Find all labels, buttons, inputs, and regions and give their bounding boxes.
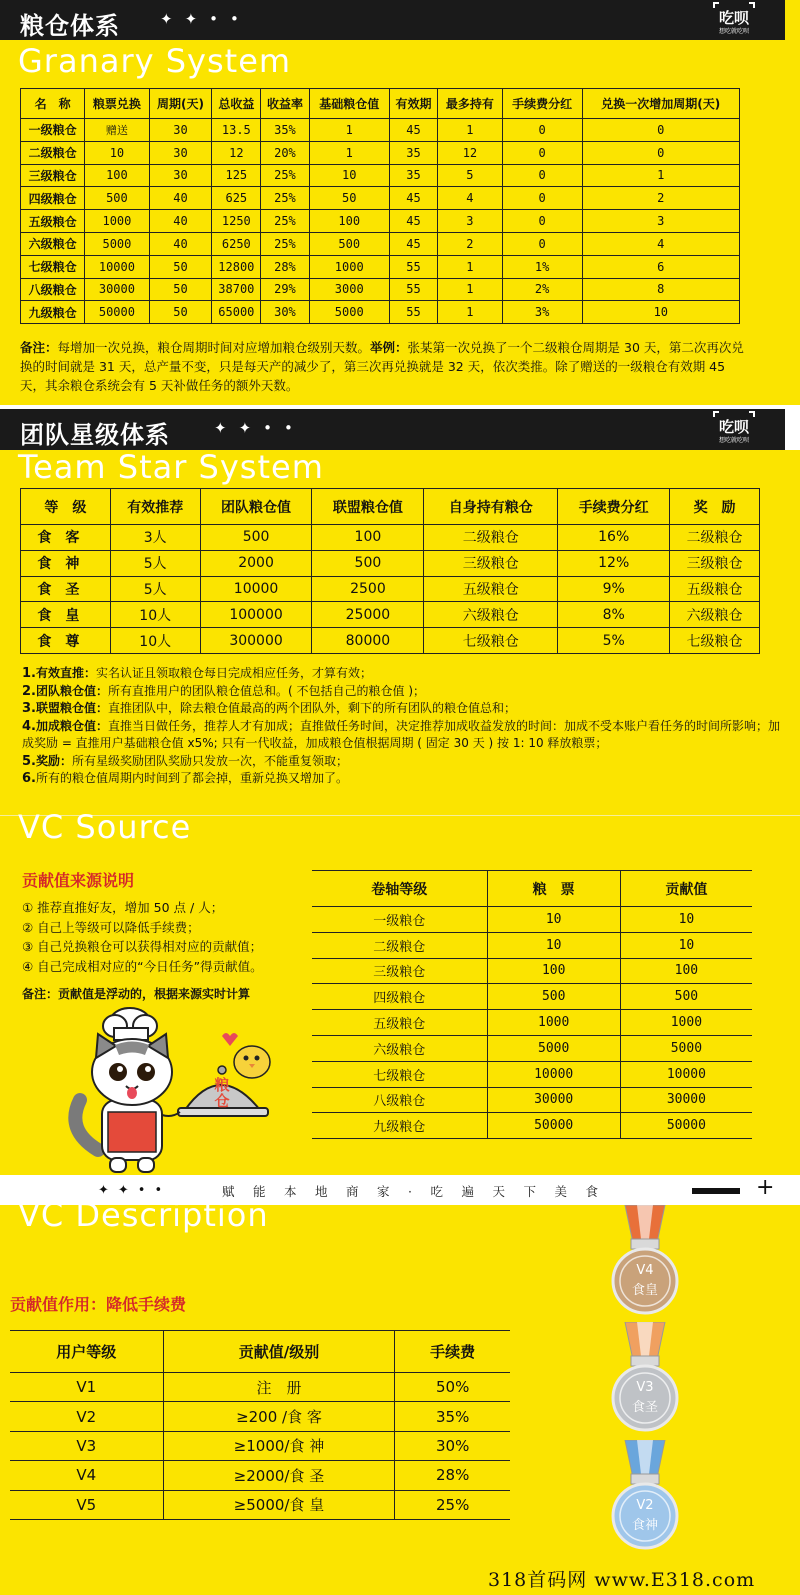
table-cell: 1000 bbox=[85, 210, 149, 233]
rule-heading: 有效直推： bbox=[35, 666, 96, 680]
column-header: 最多持有 bbox=[438, 89, 502, 119]
column-header: 兑换一次增加周期(天) bbox=[582, 89, 739, 119]
column-header: 总收益 bbox=[212, 89, 261, 119]
decorative-stars-icon: ✦✦•• bbox=[214, 419, 305, 437]
table-cell: 30% bbox=[395, 1431, 510, 1460]
table-cell: 25% bbox=[261, 164, 310, 187]
table-cell: 0 bbox=[502, 210, 582, 233]
rule-item bbox=[22, 718, 782, 753]
table-cell: V4 bbox=[10, 1461, 163, 1490]
table-row bbox=[312, 1010, 752, 1036]
table-cell: 六级粮仓 bbox=[670, 602, 760, 628]
table-cell: 注 册 bbox=[163, 1373, 395, 1402]
table-cell: 100 bbox=[309, 210, 389, 233]
table-cell: 五级粮仓 bbox=[670, 576, 760, 602]
table-cell: 500 bbox=[620, 984, 752, 1010]
slogan-text: 赋能本地商家·吃遍天下美食 bbox=[222, 1184, 617, 1199]
table-cell: 35 bbox=[389, 164, 438, 187]
table-cell: 25% bbox=[261, 210, 310, 233]
table-cell: 5000 bbox=[85, 232, 149, 255]
vc-source-item: ④ 自己完成相对应的“今日任务”得贡献值。 bbox=[22, 958, 263, 974]
table-cell: 五级粮仓 bbox=[424, 576, 558, 602]
svg-text:粮: 粮 bbox=[214, 1076, 230, 1094]
medal-title: 食圣 bbox=[631, 1400, 658, 1415]
table-cell: 1 bbox=[582, 164, 739, 187]
table-cell: 四级粮仓 bbox=[21, 187, 85, 210]
table-cell: 10000 bbox=[85, 255, 149, 278]
table-cell: 5000 bbox=[620, 1035, 752, 1061]
table-row bbox=[21, 187, 740, 210]
medal-v4-icon bbox=[605, 1205, 685, 1315]
table-row bbox=[312, 1035, 752, 1061]
column-header: 收益率 bbox=[261, 89, 310, 119]
table-row bbox=[10, 1431, 510, 1460]
table-cell: 五级粮仓 bbox=[312, 1010, 487, 1036]
table-cell: 500 bbox=[309, 232, 389, 255]
table-cell: 2 bbox=[582, 187, 739, 210]
note-text-2: 张某第一次兑换了一个二级粮仓周期是 30 天，第二次再次兑换的时间就是 31 天，总产量不变，只是每天产的减少了，第三次再兑换就是 32 天，依次类推。除了赠送的一级粮仓有效期 45 天，其余粮仓系统会有 5 天补做任务的额外天数。 bbox=[20, 340, 744, 393]
table-cell: 55 bbox=[389, 255, 438, 278]
table-cell: 九级粮仓 bbox=[312, 1113, 487, 1139]
vc-source-item: ① 推荐直推好友，增加 50 点 / 人； bbox=[22, 900, 224, 915]
table-cell: 12 bbox=[438, 141, 502, 164]
table-cell: 35 bbox=[389, 141, 438, 164]
watermark: 318首码网 www.E318.com bbox=[488, 1569, 756, 1591]
table-cell: 3 bbox=[438, 210, 502, 233]
slogan-divider bbox=[692, 1188, 740, 1194]
table-cell: 六级粮仓 bbox=[312, 1035, 487, 1061]
table-row bbox=[21, 278, 740, 301]
table-cell: 30000 bbox=[620, 1087, 752, 1113]
table-cell: 25000 bbox=[312, 602, 424, 628]
table-cell: 25% bbox=[395, 1490, 510, 1519]
brand-logo bbox=[705, 411, 763, 449]
table-cell: 1 bbox=[438, 278, 502, 301]
medal-v2-icon bbox=[605, 1440, 685, 1550]
column-header: 团队粮仓值 bbox=[200, 489, 312, 525]
table-header-row bbox=[21, 89, 740, 119]
table-cell: 二级粮仓 bbox=[670, 525, 760, 551]
table-cell: 5% bbox=[558, 628, 670, 654]
table-row bbox=[21, 119, 740, 142]
decorative-stars-icon: ✦✦•• bbox=[160, 10, 251, 28]
rule-heading: 团队粮仓值： bbox=[35, 683, 108, 698]
table-cell: 1 bbox=[309, 119, 389, 142]
medal-level: V3 bbox=[636, 1380, 654, 1395]
table-cell: 食神 bbox=[21, 550, 111, 576]
table-cell: 13.5 bbox=[212, 119, 261, 142]
chef-cat-mascot-icon bbox=[60, 1000, 285, 1175]
granary-title-bar bbox=[0, 0, 785, 40]
table-row bbox=[21, 210, 740, 233]
team-star-table bbox=[20, 488, 760, 654]
team-title-bar bbox=[0, 409, 785, 450]
table-cell: 2500 bbox=[312, 576, 424, 602]
team-subtitle: Team Star System bbox=[18, 448, 324, 486]
table-cell: 0 bbox=[502, 119, 582, 142]
table-row bbox=[21, 576, 760, 602]
table-cell: 20% bbox=[261, 141, 310, 164]
note-text-1: 每增加一次兑换，粮仓周期时间对应增加粮仓级别天数。 bbox=[57, 340, 371, 355]
rule-number: 6. bbox=[22, 771, 36, 786]
table-cell: 30 bbox=[149, 119, 212, 142]
table-cell: 食客 bbox=[21, 525, 111, 551]
table-cell: 0 bbox=[582, 119, 739, 142]
table-cell: 29% bbox=[261, 278, 310, 301]
brand-logo-name: 吃呗 bbox=[718, 418, 749, 436]
table-cell: 10000 bbox=[487, 1061, 620, 1087]
table-cell: 55 bbox=[389, 278, 438, 301]
table-cell: 九级粮仓 bbox=[21, 301, 85, 324]
table-cell: 1% bbox=[502, 255, 582, 278]
column-header: 奖 励 bbox=[670, 489, 760, 525]
vc-source-item: ② 自己上等级可以降低手续费； bbox=[22, 919, 200, 935]
table-cell: 1000 bbox=[487, 1010, 620, 1036]
table-cell: 30 bbox=[149, 141, 212, 164]
table-cell: 25% bbox=[261, 187, 310, 210]
table-cell: 10 bbox=[620, 907, 752, 933]
table-cell: 10000 bbox=[620, 1061, 752, 1087]
table-cell: 50% bbox=[395, 1373, 510, 1402]
table-cell: 三级粮仓 bbox=[21, 164, 85, 187]
rule-heading: 加成粮仓值： bbox=[35, 718, 108, 733]
table-row bbox=[312, 1113, 752, 1139]
table-cell: 10 bbox=[487, 932, 620, 958]
team-rules bbox=[22, 665, 782, 788]
table-cell: 50 bbox=[149, 301, 212, 324]
table-cell: 10000 bbox=[200, 576, 312, 602]
table-cell: 1 bbox=[438, 255, 502, 278]
table-cell: 六级粮仓 bbox=[424, 602, 558, 628]
medal-v3-icon bbox=[605, 1322, 685, 1432]
svg-text:仓: 仓 bbox=[214, 1092, 230, 1110]
table-cell: 七级粮仓 bbox=[312, 1061, 487, 1087]
column-header: 联盟粮仓值 bbox=[312, 489, 424, 525]
table-cell: 三级粮仓 bbox=[312, 958, 487, 984]
table-cell: 赠送 bbox=[85, 119, 149, 142]
table-cell: 9% bbox=[558, 576, 670, 602]
table-cell: 6250 bbox=[212, 232, 261, 255]
rule-text: 所有直推用户的团队粮仓值总和。( 不包括自己的粮仓值 )； bbox=[108, 683, 425, 698]
table-cell: 8 bbox=[582, 278, 739, 301]
rule-item bbox=[22, 665, 782, 683]
table-row bbox=[312, 932, 752, 958]
medal-title: 食神 bbox=[631, 1518, 658, 1533]
rule-number: 2. bbox=[22, 683, 36, 699]
rule-heading: 奖励： bbox=[35, 753, 72, 768]
table-cell: 30000 bbox=[85, 278, 149, 301]
column-header: 卷轴等级 bbox=[312, 871, 487, 907]
table-cell: 2 bbox=[438, 232, 502, 255]
table-cell: 30% bbox=[261, 301, 310, 324]
table-cell: 10人 bbox=[110, 628, 200, 654]
table-cell: 3人 bbox=[110, 525, 200, 551]
vc-source-list bbox=[22, 898, 263, 976]
table-cell: 45 bbox=[389, 210, 438, 233]
table-row bbox=[312, 984, 752, 1010]
table-cell: 40 bbox=[149, 210, 212, 233]
table-row bbox=[10, 1373, 510, 1402]
table-cell: 八级粮仓 bbox=[21, 278, 85, 301]
table-cell: 3 bbox=[582, 210, 739, 233]
table-cell: 2% bbox=[502, 278, 582, 301]
table-cell: 50000 bbox=[620, 1113, 752, 1139]
table-cell: 10 bbox=[620, 932, 752, 958]
table-cell: 10 bbox=[582, 301, 739, 324]
column-header: 自身持有粮仓 bbox=[424, 489, 558, 525]
table-cell: 10 bbox=[487, 907, 620, 933]
column-header: 名 称 bbox=[21, 89, 85, 119]
medal-title: 食皇 bbox=[631, 1283, 658, 1298]
granary-title: 粮仓体系 bbox=[20, 12, 120, 40]
vc-description-heading: 贡献值作用：降低手续费 bbox=[10, 1295, 187, 1314]
table-cell: 65000 bbox=[212, 301, 261, 324]
vc-source-item: ③ 自己兑换粮仓可以获得相对应的贡献值； bbox=[22, 939, 263, 954]
table-cell: 100000 bbox=[200, 602, 312, 628]
table-cell: 300000 bbox=[200, 628, 312, 654]
table-cell: V3 bbox=[10, 1431, 163, 1460]
table-cell: 1250 bbox=[212, 210, 261, 233]
table-row bbox=[312, 1087, 752, 1113]
column-header: 等 级 bbox=[21, 489, 111, 525]
table-cell: 45 bbox=[389, 187, 438, 210]
table-cell: 12 bbox=[212, 141, 261, 164]
table-row bbox=[21, 602, 760, 628]
table-cell: 30000 bbox=[487, 1087, 620, 1113]
table-cell: 50000 bbox=[487, 1113, 620, 1139]
column-header: 手续费分红 bbox=[502, 89, 582, 119]
table-header-row bbox=[10, 1331, 510, 1373]
table-cell: 六级粮仓 bbox=[21, 232, 85, 255]
vc-source-heading: 贡献值来源说明 bbox=[22, 871, 135, 890]
column-header: 粮票兑换 bbox=[85, 89, 149, 119]
column-header: 用户等级 bbox=[10, 1331, 163, 1373]
table-cell: 40 bbox=[149, 187, 212, 210]
table-cell: 2000 bbox=[200, 550, 312, 576]
table-cell: 10 bbox=[85, 141, 149, 164]
column-header: 贡献值/级别 bbox=[163, 1331, 395, 1373]
granary-subtitle: Granary System bbox=[18, 42, 292, 80]
rule-text: 实名认证且领取粮仓每日完成相应任务，才算有效； bbox=[96, 666, 373, 680]
column-header: 有效期 bbox=[389, 89, 438, 119]
table-cell: V2 bbox=[10, 1402, 163, 1431]
rule-heading: 联盟粮仓值： bbox=[35, 701, 108, 715]
rule-text: 所有的粮仓值周期内时间到了都会掉，重新兑换又增加了。 bbox=[35, 771, 348, 785]
table-cell: 100 bbox=[487, 958, 620, 984]
vc-source-note: 备注：贡献值是浮动的，根据来源实时计算 bbox=[22, 987, 251, 1001]
table-cell: 500 bbox=[312, 550, 424, 576]
rule-number: 4. bbox=[22, 718, 36, 734]
table-cell: 5000 bbox=[487, 1035, 620, 1061]
table-cell: 1 bbox=[309, 141, 389, 164]
table-cell: 500 bbox=[200, 525, 312, 551]
table-cell: 100 bbox=[312, 525, 424, 551]
table-cell: 食皇 bbox=[21, 602, 111, 628]
rule-item bbox=[22, 770, 782, 788]
table-cell: 50 bbox=[309, 187, 389, 210]
table-cell: 8% bbox=[558, 602, 670, 628]
table-cell: 35% bbox=[395, 1402, 510, 1431]
column-header: 手续费分红 bbox=[558, 489, 670, 525]
rule-number: 1. bbox=[22, 666, 36, 681]
table-cell: 50000 bbox=[85, 301, 149, 324]
table-cell: 1 bbox=[438, 119, 502, 142]
table-cell: 1 bbox=[438, 301, 502, 324]
table-cell: 七级粮仓 bbox=[670, 628, 760, 654]
table-cell: 100 bbox=[85, 164, 149, 187]
table-cell: 30 bbox=[149, 164, 212, 187]
column-header: 粮 票 bbox=[487, 871, 620, 907]
table-cell: 50 bbox=[149, 278, 212, 301]
table-cell: 二级粮仓 bbox=[312, 932, 487, 958]
table-cell: 100 bbox=[620, 958, 752, 984]
granary-note bbox=[20, 338, 750, 395]
table-row bbox=[10, 1402, 510, 1431]
vc-source-subtitle: VC Source bbox=[18, 808, 192, 846]
table-cell: 10 bbox=[309, 164, 389, 187]
column-header: 手续费 bbox=[395, 1331, 510, 1373]
table-cell: 0 bbox=[582, 141, 739, 164]
table-cell: 55 bbox=[389, 301, 438, 324]
brand-logo-tagline: 想吃就吃呗 bbox=[718, 28, 749, 35]
table-cell: 七级粮仓 bbox=[424, 628, 558, 654]
rule-text: 所有星级奖励团队奖励只发放一次，不能重复领取； bbox=[72, 753, 349, 768]
table-cell: 38700 bbox=[212, 278, 261, 301]
vc-source-table bbox=[312, 870, 752, 1139]
table-cell: ≥5000/食 皇 bbox=[163, 1490, 395, 1519]
brand-logo-name: 吃呗 bbox=[718, 9, 749, 27]
brand-logo-tagline: 想吃就吃呗 bbox=[718, 437, 749, 444]
table-row bbox=[312, 958, 752, 984]
column-header: 基础粮仓值 bbox=[309, 89, 389, 119]
table-cell: 1000 bbox=[620, 1010, 752, 1036]
rule-item bbox=[22, 683, 782, 701]
table-cell: ≥2000/食 圣 bbox=[163, 1461, 395, 1490]
table-cell: 5人 bbox=[110, 576, 200, 602]
table-cell: 16% bbox=[558, 525, 670, 551]
table-cell: 4 bbox=[582, 232, 739, 255]
table-row bbox=[21, 255, 740, 278]
table-cell: 625 bbox=[212, 187, 261, 210]
vc-level-table bbox=[10, 1330, 510, 1520]
table-row bbox=[21, 301, 740, 324]
table-cell: 28% bbox=[395, 1461, 510, 1490]
table-row bbox=[10, 1461, 510, 1490]
rule-number: 3. bbox=[22, 701, 36, 716]
table-cell: 5000 bbox=[309, 301, 389, 324]
table-cell: 五级粮仓 bbox=[21, 210, 85, 233]
table-cell: 0 bbox=[502, 187, 582, 210]
table-cell: 七级粮仓 bbox=[21, 255, 85, 278]
example-label: 举例： bbox=[370, 340, 408, 355]
table-cell: 食尊 bbox=[21, 628, 111, 654]
rule-number: 5. bbox=[22, 753, 36, 769]
table-cell: 0 bbox=[502, 141, 582, 164]
table-row bbox=[21, 525, 760, 551]
table-cell: 500 bbox=[487, 984, 620, 1010]
rule-text: 直推当日做任务，推荐人才有加成；直推做任务时间，决定推荐加成收益发放的时间：加成不受本账户看任务的时间所影响；加成奖励 = 直推用户基础粮仓值 x5%; 只有一代收益，加成粮仓值根据周期 ( 固定 30 天 ) 按 1: 10 释放粮票； bbox=[22, 718, 781, 750]
column-header: 周期(天) bbox=[149, 89, 212, 119]
table-cell: 5人 bbox=[110, 550, 200, 576]
table-cell: 三级粮仓 bbox=[424, 550, 558, 576]
table-cell: 35% bbox=[261, 119, 310, 142]
table-cell: 二级粮仓 bbox=[424, 525, 558, 551]
table-cell: 25% bbox=[261, 232, 310, 255]
table-row bbox=[21, 141, 740, 164]
table-cell: 500 bbox=[85, 187, 149, 210]
rule-item bbox=[22, 753, 782, 771]
table-cell: 食圣 bbox=[21, 576, 111, 602]
brand-logo bbox=[705, 2, 763, 40]
table-cell: 50 bbox=[149, 255, 212, 278]
column-header: 有效推荐 bbox=[110, 489, 200, 525]
table-row bbox=[312, 907, 752, 933]
table-cell: 0 bbox=[502, 164, 582, 187]
table-cell: ≥200 /食 客 bbox=[163, 1402, 395, 1431]
rule-text: 直推团队中，除去粮仓值最高的两个团队外，剩下的所有团队的粮仓值总和； bbox=[108, 701, 517, 715]
table-header-row bbox=[21, 489, 760, 525]
table-cell: 3% bbox=[502, 301, 582, 324]
medal-level: V4 bbox=[636, 1263, 654, 1278]
table-cell: 80000 bbox=[312, 628, 424, 654]
medal-level: V2 bbox=[636, 1498, 654, 1513]
vc-description-subtitle: VC Description bbox=[18, 1196, 269, 1234]
table-row bbox=[21, 628, 760, 654]
table-cell: 八级粮仓 bbox=[312, 1087, 487, 1113]
team-title: 团队星级体系 bbox=[20, 421, 170, 449]
table-cell: 4 bbox=[438, 187, 502, 210]
table-row bbox=[312, 1061, 752, 1087]
table-cell: 三级粮仓 bbox=[670, 550, 760, 576]
table-cell: 45 bbox=[389, 232, 438, 255]
plus-icon: + bbox=[756, 1175, 775, 1200]
table-row bbox=[21, 164, 740, 187]
table-cell: 二级粮仓 bbox=[21, 141, 85, 164]
granary-table bbox=[20, 88, 740, 324]
table-cell: 0 bbox=[502, 232, 582, 255]
table-row bbox=[21, 232, 740, 255]
table-cell: 3000 bbox=[309, 278, 389, 301]
column-header: 贡献值 bbox=[620, 871, 752, 907]
table-cell: 12% bbox=[558, 550, 670, 576]
table-cell: 1000 bbox=[309, 255, 389, 278]
table-cell: 6 bbox=[582, 255, 739, 278]
table-cell: 45 bbox=[389, 119, 438, 142]
table-cell: 40 bbox=[149, 232, 212, 255]
table-cell: 125 bbox=[212, 164, 261, 187]
table-row bbox=[21, 550, 760, 576]
table-row bbox=[10, 1490, 510, 1519]
note-label: 备注： bbox=[20, 340, 58, 355]
rule-item bbox=[22, 700, 782, 718]
table-cell: 10人 bbox=[110, 602, 200, 628]
decorative-stars-icon: ✦✦•• bbox=[98, 1183, 172, 1198]
table-cell: 四级粮仓 bbox=[312, 984, 487, 1010]
table-cell: 一级粮仓 bbox=[21, 119, 85, 142]
table-header-row bbox=[312, 871, 752, 907]
table-cell: 一级粮仓 bbox=[312, 907, 487, 933]
table-cell: 12800 bbox=[212, 255, 261, 278]
table-cell: 28% bbox=[261, 255, 310, 278]
table-cell: V1 bbox=[10, 1373, 163, 1402]
table-cell: ≥1000/食 神 bbox=[163, 1431, 395, 1460]
table-cell: V5 bbox=[10, 1490, 163, 1519]
table-cell: 5 bbox=[438, 164, 502, 187]
